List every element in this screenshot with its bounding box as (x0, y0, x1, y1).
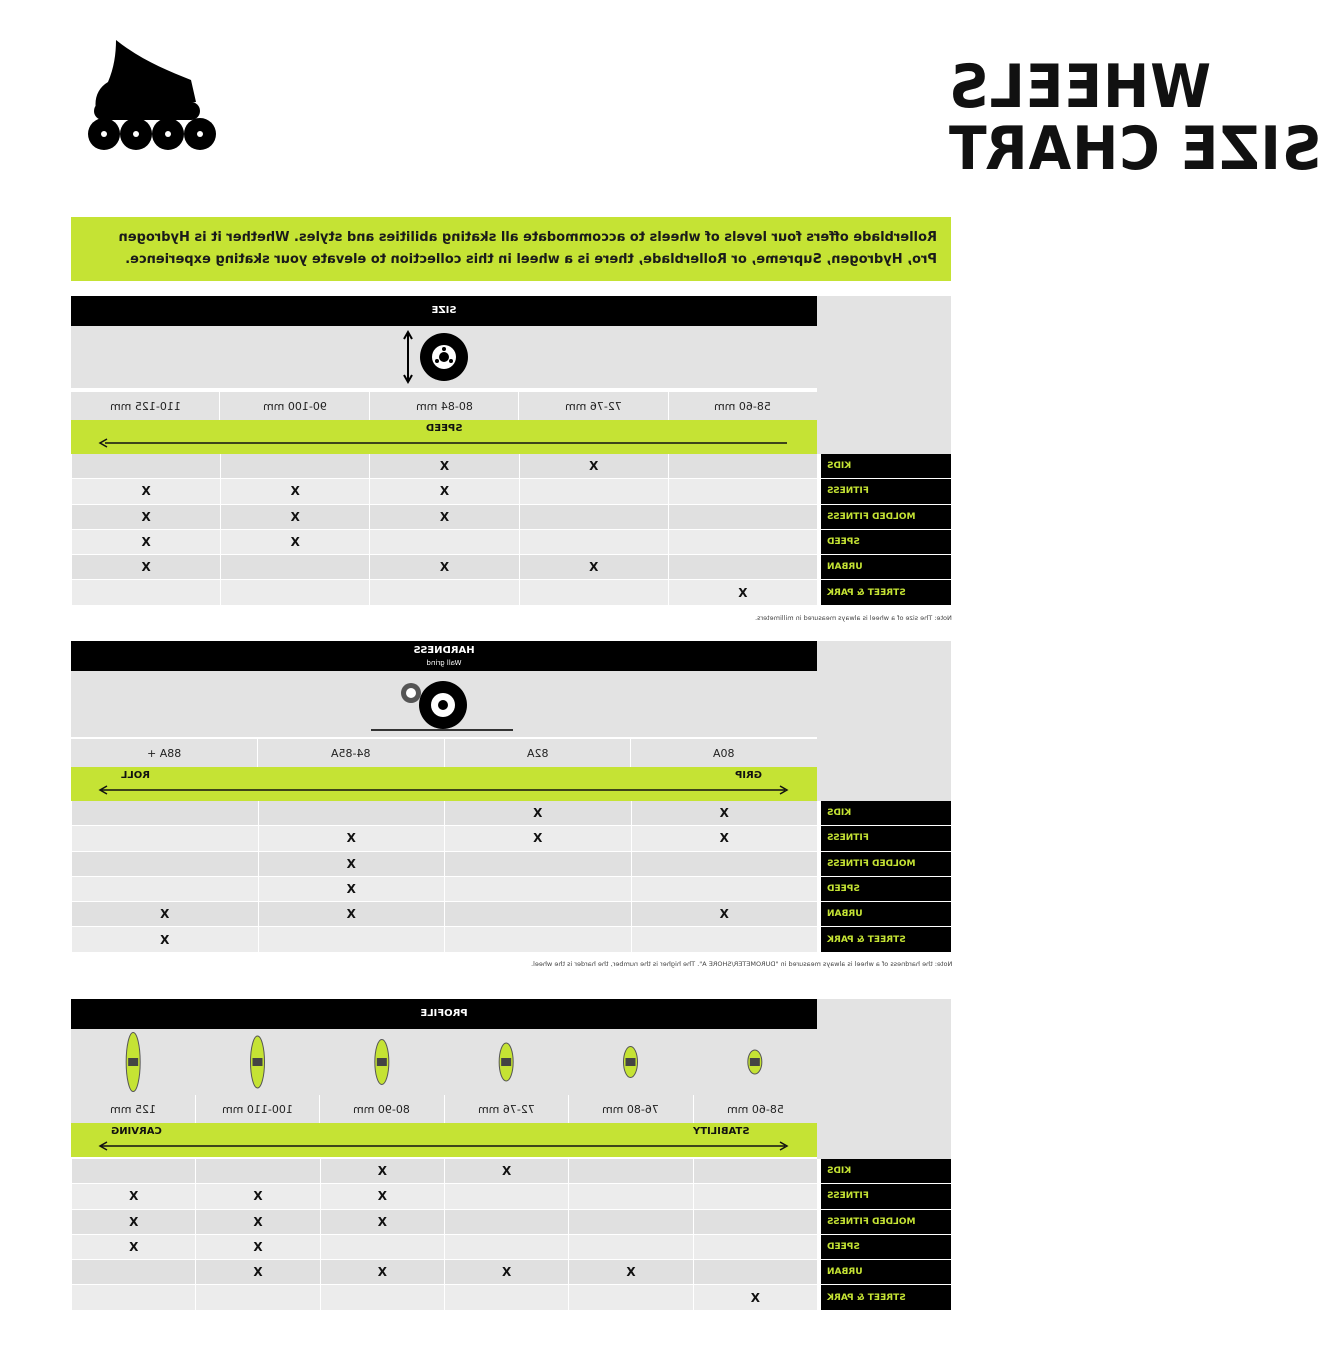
profile-column-header: 58-60 mm (693, 1095, 818, 1123)
table-cell: X (568, 1260, 692, 1285)
table-cell: X (258, 852, 445, 877)
row-label: KIDS (821, 454, 951, 479)
row-label: SPEED (821, 1235, 951, 1260)
profile-header (71, 999, 817, 1029)
table-cell: X (369, 505, 518, 530)
hardness-note: Note: the hardness of a wheel is always measured in "DUROMETER/SHORE A". The higher is the number, the harder is the wheel. (530, 960, 952, 968)
table-cell: X (258, 877, 445, 902)
table-row (71, 1184, 951, 1209)
table-row (71, 852, 951, 877)
table-cell (519, 530, 668, 555)
table-cell (693, 1260, 817, 1285)
hardness-columns (71, 739, 817, 767)
table-cell (631, 927, 818, 952)
hardness-grid (71, 801, 951, 953)
table-cell (71, 1285, 195, 1310)
profile-column-header: 76-80 mm (568, 1095, 693, 1123)
table-row (71, 454, 951, 479)
stability-label: STABILITY (693, 1126, 750, 1137)
table-cell: X (320, 1159, 444, 1184)
table-cell (631, 852, 818, 877)
row-label: MOLDED FITNESS (821, 505, 951, 530)
profile-section (71, 999, 951, 1311)
table-cell: X (71, 530, 220, 555)
table-cell: X (369, 454, 518, 479)
hardness-header (71, 641, 817, 671)
title-line-1: WHEELS (948, 52, 1211, 122)
size-column-header: 90-100 mm (219, 392, 368, 420)
side-panel (817, 999, 951, 1159)
row-label: FITNESS (821, 826, 951, 851)
table-cell: X (631, 826, 818, 851)
table-cell (519, 479, 668, 504)
profile-header-label: PROFILE (420, 1008, 468, 1019)
size-section (71, 296, 951, 611)
table-cell (631, 877, 818, 902)
profile-column-header: 100-110 mm (195, 1095, 320, 1123)
table-cell (444, 1210, 568, 1235)
table-cell (668, 505, 817, 530)
grip-roll-band (71, 767, 817, 801)
table-cell: X (444, 801, 631, 826)
table-cell (444, 852, 631, 877)
table-cell: X (369, 479, 518, 504)
wheel-profile-icons (71, 1029, 817, 1095)
table-cell (71, 454, 220, 479)
table-cell (693, 1159, 817, 1184)
table-cell (668, 555, 817, 580)
size-column-header: 58-60 mm (668, 392, 817, 420)
table-cell: X (71, 902, 258, 927)
intro-line-1: Rollerblade offers four levels of wheels to accommodate all skating abilities and styles. Whether it is Hydrogen (118, 230, 937, 245)
profile-columns (71, 1095, 817, 1123)
arrow-icon (99, 438, 789, 448)
table-cell (568, 1285, 692, 1310)
table-cell: X (71, 555, 220, 580)
profile-column-header: 80-90 mm (319, 1095, 444, 1123)
wheel-profile-icon (748, 1050, 762, 1074)
table-cell (568, 1210, 692, 1235)
row-label: STREET & PARK (821, 1285, 951, 1310)
table-cell: X (444, 1159, 568, 1184)
table-cell: X (258, 826, 445, 851)
table-cell (71, 801, 258, 826)
table-cell (258, 927, 445, 952)
wheel-profile-icon (126, 1033, 140, 1092)
table-cell: X (71, 1235, 195, 1260)
table-cell (71, 1260, 195, 1285)
table-cell (519, 505, 668, 530)
hardness-column-header: 80A (630, 739, 817, 767)
table-row (71, 1260, 951, 1285)
profile-illustration (71, 1029, 817, 1095)
table-cell: X (195, 1184, 319, 1209)
table-cell: X (444, 1260, 568, 1285)
page-title (542, 52, 1322, 184)
intro-band (71, 217, 951, 281)
table-cell: X (631, 902, 818, 927)
table-row (71, 1159, 951, 1184)
size-column-header: 80-84 mm (369, 392, 518, 420)
table-cell: X (195, 1235, 319, 1260)
table-cell: X (71, 1184, 195, 1209)
table-cell (220, 580, 369, 605)
size-grid (71, 454, 951, 606)
hardness-column-header: 88A + (146, 746, 181, 760)
table-cell (444, 1184, 568, 1209)
table-cell (693, 1235, 817, 1260)
row-label: KIDS (821, 1159, 951, 1184)
table-cell (668, 454, 817, 479)
row-label: MOLDED FITNESS (821, 1210, 951, 1235)
table-cell (444, 877, 631, 902)
table-cell: X (220, 530, 369, 555)
table-row (71, 580, 951, 605)
size-note: Note: The size of a wheel is always measured in millimeters. (755, 614, 952, 622)
grip-label: GRIP (735, 770, 762, 781)
table-cell: X (693, 1285, 817, 1310)
table-cell: X (320, 1210, 444, 1235)
table-cell: X (195, 1210, 319, 1235)
row-label: URBAN (821, 1260, 951, 1285)
roll-label: ROLL (121, 770, 150, 781)
table-cell: X (631, 801, 818, 826)
table-cell: X (320, 1260, 444, 1285)
row-label: STREET & PARK (821, 580, 951, 605)
speed-label: SPEED (426, 423, 463, 434)
table-cell (220, 454, 369, 479)
table-cell (71, 826, 258, 851)
table-row (71, 902, 951, 927)
table-row (71, 530, 951, 555)
hardness-subheader: Wall grind (426, 659, 462, 667)
size-header-label: SIZE (431, 305, 457, 316)
table-cell: X (258, 902, 445, 927)
table-cell: X (668, 580, 817, 605)
inline-skate-logo-icon (86, 40, 218, 152)
table-cell (258, 801, 445, 826)
table-cell (220, 555, 369, 580)
table-row (71, 927, 951, 952)
table-cell (668, 479, 817, 504)
table-row (71, 801, 951, 826)
profile-grid (71, 1159, 951, 1311)
table-cell (71, 1159, 195, 1184)
size-column-header: 110-125 mm (109, 399, 181, 413)
wheel-icon (71, 671, 817, 737)
side-panel (817, 296, 951, 454)
table-cell (668, 530, 817, 555)
stability-carving-band (71, 1123, 817, 1157)
table-cell: X (71, 1210, 195, 1235)
table-row (71, 555, 951, 580)
hardness-column-header: 82A (444, 739, 631, 767)
table-cell: X (71, 505, 220, 530)
profile-column-header: 125 mm (109, 1102, 156, 1116)
table-cell (444, 902, 631, 927)
hardness-section (71, 641, 951, 956)
table-cell (519, 580, 668, 605)
row-label: KIDS (821, 801, 951, 826)
table-cell (693, 1210, 817, 1235)
arrow-icon (99, 785, 789, 795)
row-label: SPEED (821, 877, 951, 902)
size-header (71, 296, 817, 326)
table-cell (568, 1159, 692, 1184)
table-cell (320, 1285, 444, 1310)
wheel-profile-icon (251, 1036, 265, 1088)
size-columns (71, 392, 817, 420)
table-cell: X (195, 1260, 319, 1285)
table-cell: X (444, 826, 631, 851)
table-cell: X (220, 479, 369, 504)
table-cell: X (71, 927, 258, 952)
table-cell: X (519, 555, 668, 580)
hardness-header-label: HARDNESS (413, 645, 475, 656)
row-label: FITNESS (821, 479, 951, 504)
table-row (71, 505, 951, 530)
row-label: SPEED (821, 530, 951, 555)
row-label: MOLDED FITNESS (821, 852, 951, 877)
row-label: URBAN (821, 902, 951, 927)
row-label: URBAN (821, 555, 951, 580)
table-cell (568, 1235, 692, 1260)
hardness-illustration (71, 671, 817, 737)
table-cell (195, 1285, 319, 1310)
wheel-profile-icon (499, 1043, 513, 1081)
table-row (71, 479, 951, 504)
intro-line-2: Pro, Hydrogen, Supreme, or Rollerblade, there is a wheel in this collection to elevate your skating experience. (125, 252, 937, 267)
table-row (71, 1285, 951, 1310)
wheel-profile-icon (375, 1040, 389, 1085)
table-cell: X (519, 454, 668, 479)
row-label: FITNESS (821, 1184, 951, 1209)
table-row (71, 1235, 951, 1260)
table-cell (369, 530, 518, 555)
table-cell (693, 1184, 817, 1209)
table-cell (71, 852, 258, 877)
size-column-header: 72-76 mm (518, 392, 667, 420)
table-cell (195, 1159, 319, 1184)
row-label: STREET & PARK (821, 927, 951, 952)
table-cell: X (220, 505, 369, 530)
table-row (71, 826, 951, 851)
arrow-icon (99, 1141, 789, 1151)
wheel-profile-icon (624, 1047, 638, 1078)
title-line-2: SIZE CHART (948, 114, 1322, 184)
table-cell: X (71, 479, 220, 504)
table-cell (568, 1184, 692, 1209)
table-cell (444, 1235, 568, 1260)
table-row (71, 1210, 951, 1235)
side-panel (817, 641, 951, 801)
table-cell: X (320, 1184, 444, 1209)
profile-column-header: 72-76 mm (444, 1095, 569, 1123)
table-cell: X (369, 555, 518, 580)
hardness-column-header: 84-85A (257, 739, 444, 767)
wheel-icon (71, 326, 817, 388)
table-cell (320, 1235, 444, 1260)
carving-label: CARVING (111, 1126, 162, 1137)
table-cell (369, 580, 518, 605)
table-cell (444, 927, 631, 952)
speed-band (71, 420, 817, 454)
table-cell (444, 1285, 568, 1310)
table-cell (71, 877, 258, 902)
size-illustration (71, 326, 817, 388)
table-cell (71, 580, 220, 605)
table-row (71, 877, 951, 902)
